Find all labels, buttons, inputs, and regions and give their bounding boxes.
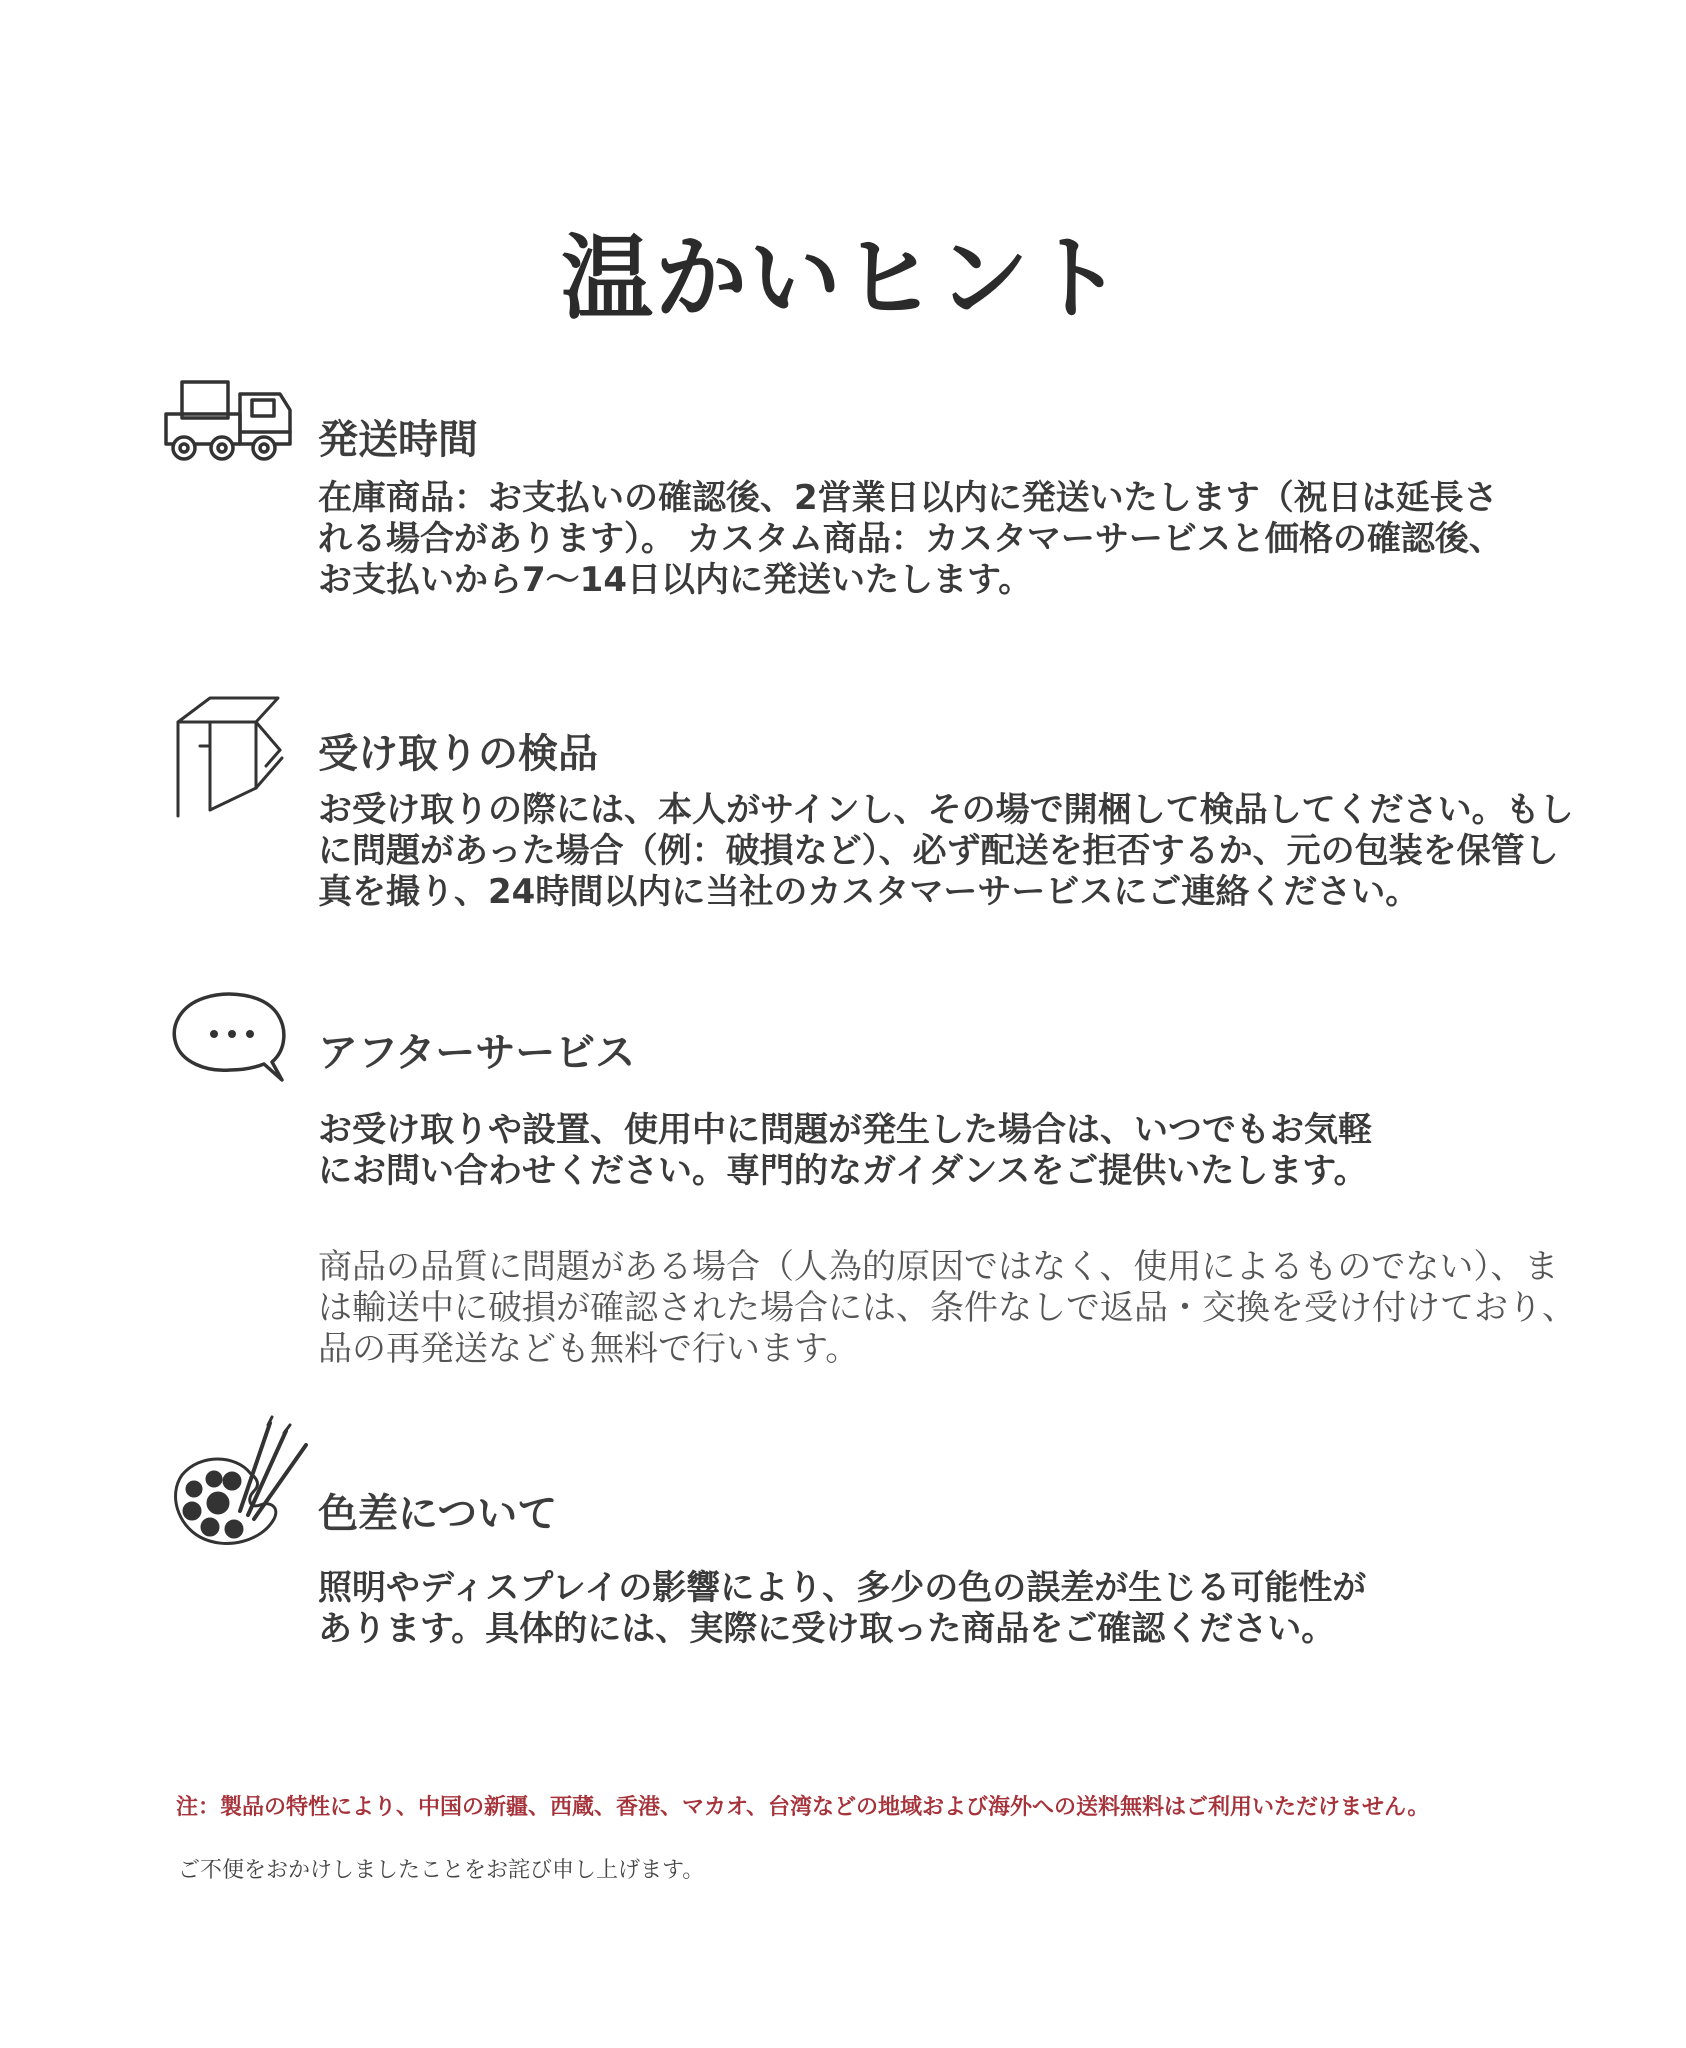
body-line: 商品の品質に問題がある場合（人為的原因ではなく、使用によるものでない）、ま (318, 1247, 1559, 1287)
page-title: 温かいヒント (560, 225, 1125, 332)
body-line: お受け取りの際には、本人がサインし、その場で開梱して検品してください。もし (318, 790, 1574, 830)
apology-text: ご不便をおかけしましたことをお詫び申し上げます。 (178, 1858, 705, 1883)
body-line: にお問い合わせください。専門的なガイダンスをご提供いたします。 (318, 1151, 1368, 1191)
body-line: れる場合があります）。 カスタム商品：カスタマーサービスと価格の確認後、 (318, 519, 1503, 559)
body-line: 真を撮り、24時間以内に当社のカスタマーサービスにご連絡ください。 (318, 872, 1420, 912)
section-heading-color-difference: 色差について (318, 1491, 558, 1537)
body-line: に問題があった場合（例：破損など）、必ず配送を拒否するか、元の包装を保管し (318, 831, 1559, 871)
body-line: 品の再発送なども無料で行います。 (318, 1329, 860, 1369)
palette-icon (170, 1415, 312, 1551)
chat-bubble-icon (170, 990, 292, 1086)
section-heading-inspection: 受け取りの検品 (318, 731, 598, 777)
body-line: お支払いから7〜14日以内に発送いたします。 (318, 560, 1033, 600)
section-heading-shipping: 発送時間 (318, 417, 478, 463)
section-body-after-sales (318, 1110, 1686, 1192)
section-body-after-sales-returns (318, 1247, 1686, 1370)
section-body-shipping (318, 478, 1686, 601)
shipping-note: 注：製品の特性により、中国の新疆、西蔵、香港、マカオ、台湾などの地域および海外への送料無料はご利用いただけません。 (176, 1795, 1430, 1820)
section-heading-after-sales: アフターサービス (318, 1030, 636, 1076)
body-line: 在庫商品：お支払いの確認後、2営業日以内に発送いたします（祝日は延長さ (318, 478, 1498, 518)
body-line: 照明やディスプレイの影響により、多少の色の誤差が生じる可能性が (318, 1568, 1367, 1608)
section-body-color-difference (318, 1568, 1686, 1650)
body-line: お受け取りや設置、使用中に問題が発生した場合は、いつでもお気軽 (318, 1110, 1372, 1150)
box-icon (170, 692, 290, 820)
body-line: あります。具体的には、実際に受け取った商品をご確認ください。 (318, 1609, 1336, 1649)
body-line: は輸送中に破損が確認された場合には、条件なしで返品・交換を受け付けており、 (318, 1288, 1576, 1328)
section-body-inspection (318, 790, 1686, 913)
truck-icon (160, 376, 296, 466)
